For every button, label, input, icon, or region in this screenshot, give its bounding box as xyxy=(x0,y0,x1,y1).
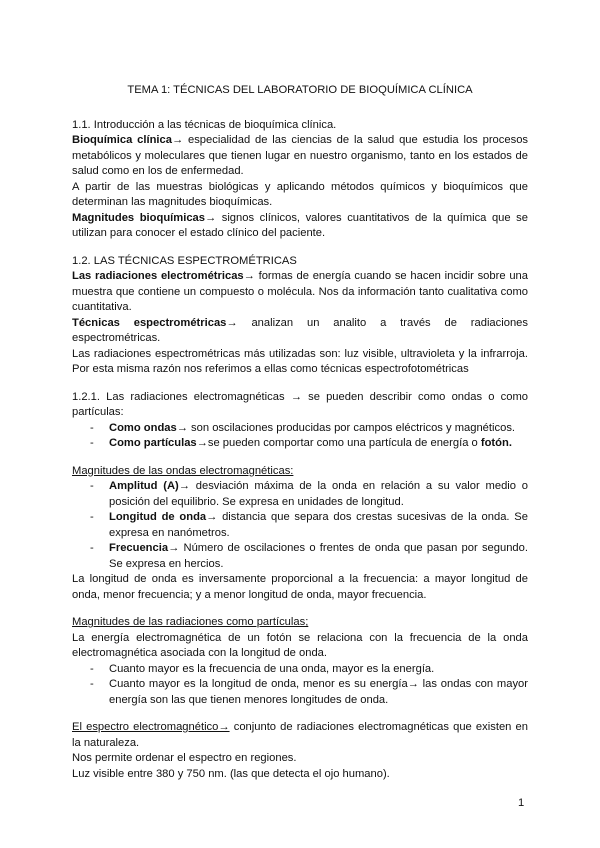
list-item: - Longitud de onda→ distancia que separa dos crestas sucesivas de la onda. Se expresa en nanómetros. xyxy=(90,510,528,541)
paragraph-muestras: A partir de las muestras biológicas y aplicando métodos químicos y bioquímicos que determinan las magnitudes bioquímicas. xyxy=(72,180,528,208)
list-item: - Cuanto mayor es la frecuencia de una onda, mayor es la energía. xyxy=(90,662,528,678)
section-1-1-heading: 1.1. Introducción a las técnicas de bioquímica clínica. xyxy=(72,118,337,131)
term-bioquimica-clinica: Bioquímica clínica xyxy=(72,134,172,146)
paragraph-tecnicas: Técnicas espectrométricas→ analizan un analito a través de radiaciones espectrométricas. xyxy=(72,316,528,344)
paragraph-bioquimica-clinica: Bioquímica clínica→ especialidad de las ciencias de la salud que estudia los procesos metabólicos y moleculares que tienen lugar en nuestro organismo, tanto en los estados de salud como en los de enfermedad. xyxy=(72,134,529,177)
term-tecnicas-espectrometricas: Técnicas espectrométricas xyxy=(72,316,227,329)
paragraph-magnitudes-bioquimicas: Magnitudes bioquímicas→ signos clínicos, valores cuantitativos de la química que se utilizan para conocer el estado clínico del paciente. xyxy=(72,211,528,239)
ondas-heading: Magnitudes de las ondas electromagnéticas: xyxy=(72,464,294,477)
particulas-heading: Magnitudes de las radiaciones como partículas; xyxy=(72,616,309,628)
list-item: - Cuanto mayor es la longitud de onda, menor es su energía→ las ondas con mayor energía son las que tienen menores longitudes de onda. xyxy=(90,677,528,708)
section-1-2-1-intro: 1.2.1. Las radiaciones electromagnéticas → se pueden describir como ondas o como partículas: xyxy=(72,390,528,418)
paragraph-espectro: El espectro electromagnético→ conjunto de radiaciones electromagnéticas que existen en la naturaleza. xyxy=(72,721,528,749)
paragraph-radiaciones: Las radiaciones electrométricas→ formas de energía cuando se hacen incidir sobre una muestra que contiene un compuesto o molécula. Nos da información tanto cualitativa como cuantitativa. xyxy=(72,270,528,313)
paragraph-radiaciones-utilizadas: Las radiaciones espectrométricas más utilizadas son: luz visible, ultravioleta y la infrarroja. Por esta misma razón nos referimos a ellas como técnicas espectrofotométricas xyxy=(72,347,528,375)
term-espectro: El espectro electromagnético→ xyxy=(72,721,230,733)
list-item: - Frecuencia→ Número de oscilaciones o frentes de onda que pasan por segundo. Se expresa en hercios. xyxy=(90,541,528,572)
page-title: TEMA 1: TÉCNICAS DEL LABORATORIO DE BIOQUÍMICA CLÍNICA xyxy=(127,84,473,96)
paragraph-espectro-regiones: Nos permite ordenar el espectro en regiones. xyxy=(72,752,297,764)
list-item: - Como partículas→se pueden comportar como una partícula de energía o fotón. xyxy=(90,436,528,452)
section-1-2-heading: 1.2. LAS TÉCNICAS ESPECTROMÉTRICAS xyxy=(72,254,297,267)
ondas-particulas-list xyxy=(72,421,528,452)
paragraph-energia-foton: La energía electromagnética de un fotón se relaciona con la frecuencia de la onda electromagnética asociada con la longitud de onda. xyxy=(72,631,528,659)
term-radiaciones-electrometricas: Las radiaciones electrométricas xyxy=(72,270,244,282)
page-number: 1 xyxy=(518,797,525,809)
paragraph-longitud-frecuencia: La longitud de onda es inversamente proporcional a la frecuencia: a mayor longitud de onda, menor frecuencia; y a menor longitud de onda, mayor frecuencia. xyxy=(72,573,528,601)
list-item: - Como ondas→ son oscilaciones producidas por campos eléctricos y magnéticos. xyxy=(90,421,528,437)
paragraph-luz-visible: Luz visible entre 380 y 750 nm. (las que detecta el ojo humano). xyxy=(72,767,390,780)
list-item: - Amplitud (A)→ desviación máxima de la onda en relación a su valor medio o posición del equilibrio. Se expresa en unidades de longitud. xyxy=(90,479,528,510)
term-magnitudes-bioquimicas: Magnitudes bioquímicas xyxy=(72,211,205,224)
ondas-list xyxy=(72,479,528,572)
page-content xyxy=(72,83,528,782)
particulas-list xyxy=(72,662,528,709)
